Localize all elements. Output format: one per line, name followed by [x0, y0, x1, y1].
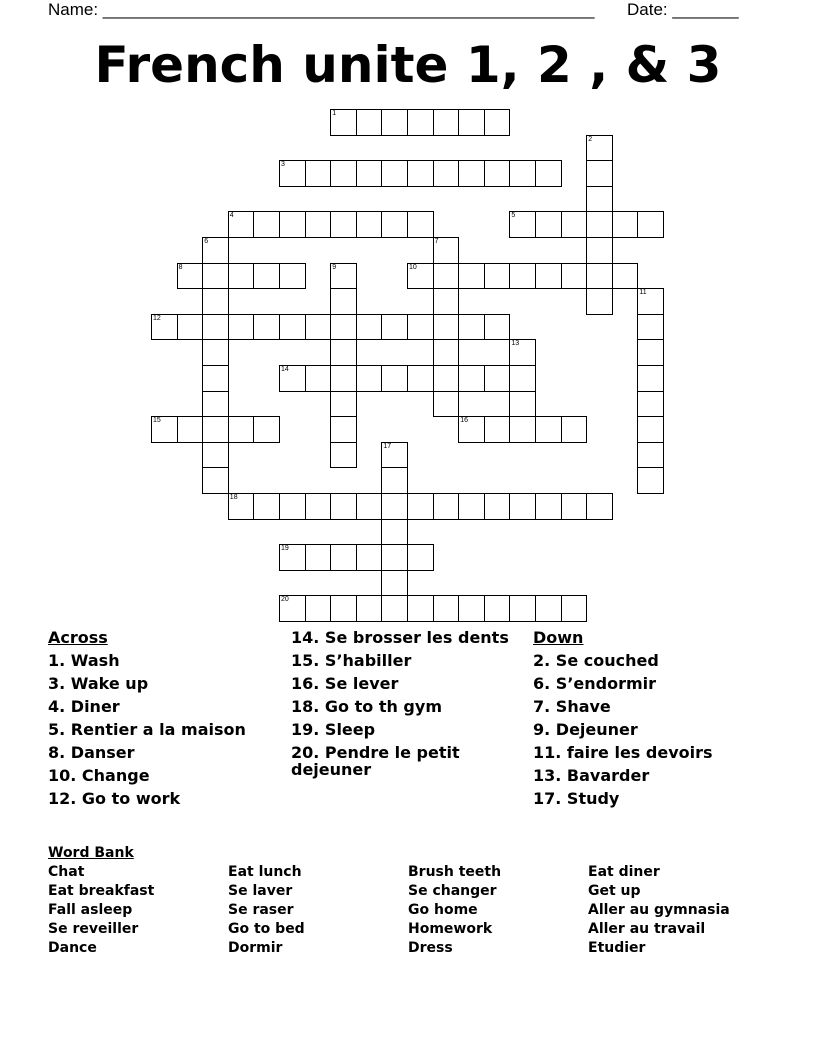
- crossword-cell[interactable]: [253, 211, 280, 238]
- crossword-cell[interactable]: [330, 314, 357, 341]
- clue-number: 12: [153, 314, 161, 322]
- crossword-cell[interactable]: [202, 365, 229, 392]
- clue-text: Dejeuner: [550, 720, 638, 739]
- word-bank-column: [48, 863, 154, 958]
- crossword-cell[interactable]: [381, 314, 408, 341]
- crossword-cell[interactable]: [356, 314, 383, 341]
- clue-num: 16.: [291, 674, 320, 693]
- crossword-cell[interactable]: [637, 288, 664, 315]
- crossword-cell[interactable]: [202, 416, 229, 443]
- crossword-cell[interactable]: [561, 211, 588, 238]
- clue-number: 17: [383, 442, 392, 450]
- crossword-cell[interactable]: [330, 288, 357, 315]
- crossword-cell[interactable]: [637, 467, 664, 494]
- word-bank-item: Aller au gymnasia: [588, 902, 730, 918]
- crossword-cell[interactable]: [458, 595, 485, 622]
- crossword-cell[interactable]: [535, 493, 562, 520]
- crossword-cell[interactable]: [509, 263, 536, 290]
- clue-number: 11: [639, 289, 647, 297]
- crossword-cell[interactable]: [253, 263, 280, 290]
- clue-num: 8.: [48, 743, 66, 762]
- name-field: Name: ____________________________________________________: [48, 0, 595, 19]
- crossword-cell[interactable]: [356, 493, 383, 520]
- crossword-cell[interactable]: [535, 160, 562, 187]
- crossword-cell[interactable]: [305, 595, 332, 622]
- crossword-cell[interactable]: [356, 211, 383, 238]
- crossword-cell[interactable]: [228, 263, 255, 290]
- word-bank-column: [228, 863, 305, 958]
- clue-num: 12.: [48, 789, 77, 808]
- word-bank-item: Homework: [408, 921, 493, 937]
- clue-text: Se lever: [319, 674, 399, 693]
- crossword-cell[interactable]: [561, 595, 588, 622]
- word-bank-column: [408, 863, 501, 958]
- clue-item: [48, 675, 273, 692]
- clue-number: 13: [511, 340, 520, 348]
- crossword-cell[interactable]: [407, 595, 434, 622]
- crossword-cell[interactable]: [202, 263, 229, 290]
- clue-number: 9: [332, 263, 337, 271]
- crossword-cell[interactable]: [458, 493, 485, 520]
- crossword-cell[interactable]: [356, 595, 383, 622]
- clue-item: [533, 790, 773, 807]
- clue-text: Sleep: [319, 720, 376, 739]
- crossword-cell[interactable]: [253, 416, 280, 443]
- clue-item: [291, 698, 516, 715]
- clue-num: 11.: [533, 743, 562, 762]
- clue-text: Change: [76, 766, 150, 785]
- crossword-cell[interactable]: [202, 237, 229, 264]
- crossword-cell[interactable]: [279, 595, 306, 622]
- clue-num: 6.: [533, 674, 551, 693]
- crossword-cell[interactable]: [509, 595, 536, 622]
- clue-text: Bavarder: [561, 766, 650, 785]
- crossword-cell[interactable]: [407, 109, 434, 136]
- clue-text: Study: [561, 789, 620, 808]
- clue-num: 2.: [533, 651, 551, 670]
- crossword-cell[interactable]: [484, 595, 511, 622]
- crossword-cell[interactable]: [509, 160, 536, 187]
- crossword-cell[interactable]: [305, 493, 332, 520]
- clue-item: [291, 652, 516, 669]
- crossword-cell[interactable]: [228, 314, 255, 341]
- word-bank-item: Etudier: [588, 940, 646, 956]
- clue-item: [533, 767, 773, 784]
- crossword-cell[interactable]: [586, 288, 613, 315]
- word-bank-item: Eat breakfast: [48, 883, 155, 899]
- clue-number: 15: [153, 417, 161, 425]
- clue-number: 3: [281, 161, 285, 169]
- crossword-cell[interactable]: [381, 160, 408, 187]
- word-bank-item: Se raser: [228, 902, 294, 918]
- crossword-cell[interactable]: [484, 263, 511, 290]
- crossword-cell[interactable]: [177, 314, 204, 341]
- crossword-cell[interactable]: [202, 442, 229, 469]
- crossword-cell[interactable]: [381, 467, 408, 494]
- crossword-cell[interactable]: [330, 595, 357, 622]
- crossword-cell[interactable]: [202, 467, 229, 494]
- crossword-cell[interactable]: [228, 493, 255, 520]
- crossword-cell[interactable]: [407, 211, 434, 238]
- word-bank-item: Eat lunch: [228, 864, 302, 880]
- clue-number: 8: [178, 263, 183, 271]
- crossword-cell[interactable]: [433, 595, 460, 622]
- clue-text: Danser: [65, 743, 135, 762]
- date-field: Date: _______: [627, 0, 739, 19]
- word-bank-item: Dress: [408, 940, 453, 956]
- clue-item: [533, 721, 773, 738]
- crossword-cell[interactable]: [458, 416, 485, 443]
- clue-num: 1.: [48, 651, 66, 670]
- clue-text: S’endormir: [550, 674, 657, 693]
- clue-text: Go to th gym: [319, 697, 442, 716]
- crossword-cell[interactable]: [330, 339, 357, 366]
- crossword-cell[interactable]: [637, 391, 664, 418]
- crossword-cell[interactable]: [407, 314, 434, 341]
- word-bank-heading: Word Bank: [48, 845, 134, 861]
- crossword-cell[interactable]: [458, 314, 485, 341]
- crossword-cell[interactable]: [586, 135, 613, 162]
- crossword-cell[interactable]: [433, 288, 460, 315]
- crossword-cell[interactable]: [356, 544, 383, 571]
- crossword-cell[interactable]: [279, 263, 306, 290]
- crossword-cell[interactable]: [202, 391, 229, 418]
- crossword-cell[interactable]: [458, 365, 485, 392]
- word-bank-item: Fall asleep: [48, 902, 133, 918]
- crossword-cell[interactable]: [279, 544, 306, 571]
- clue-item: [291, 744, 516, 778]
- crossword-cell[interactable]: [433, 109, 460, 136]
- clue-num: 3.: [48, 674, 66, 693]
- crossword-cell[interactable]: [381, 595, 408, 622]
- clue-item: [291, 721, 516, 738]
- crossword-cell[interactable]: [586, 493, 613, 520]
- clue-num: 7.: [533, 697, 551, 716]
- crossword-cell[interactable]: [151, 314, 178, 341]
- clue-item: [533, 652, 773, 669]
- crossword-cell[interactable]: [228, 416, 255, 443]
- clue-num: 20.: [291, 743, 320, 762]
- crossword-cell[interactable]: [330, 109, 357, 136]
- crossword-cell[interactable]: [484, 109, 511, 136]
- crossword-cell[interactable]: [484, 416, 511, 443]
- crossword-cell[interactable]: [330, 211, 357, 238]
- clue-text: faire les devoirs: [561, 743, 713, 762]
- crossword-cell[interactable]: [305, 544, 332, 571]
- clue-number: 5: [511, 212, 516, 220]
- crossword-cell[interactable]: [330, 160, 357, 187]
- clue-item: [533, 698, 773, 715]
- clue-number: 18: [229, 494, 238, 501]
- clue-text: Wash: [65, 651, 120, 670]
- crossword-cell[interactable]: [407, 263, 434, 290]
- clue-num: 13.: [533, 766, 562, 785]
- clue-text: Se brosser les dents: [319, 628, 509, 647]
- crossword-cell[interactable]: [637, 314, 664, 341]
- crossword-cell[interactable]: [253, 314, 280, 341]
- crossword-cell[interactable]: [612, 211, 639, 238]
- crossword-cell[interactable]: [381, 109, 408, 136]
- crossword-cell[interactable]: [458, 263, 485, 290]
- crossword-cell[interactable]: [151, 416, 178, 443]
- crossword-cell[interactable]: [509, 416, 536, 443]
- crossword-cell[interactable]: [535, 416, 562, 443]
- clue-number: 14: [281, 366, 289, 373]
- crossword-cell[interactable]: [484, 365, 511, 392]
- crossword-cell[interactable]: [561, 416, 588, 443]
- crossword-cell[interactable]: [330, 544, 357, 571]
- clue-num: 14.: [291, 628, 320, 647]
- crossword-cell[interactable]: [433, 314, 460, 341]
- word-bank-item: Go home: [408, 902, 478, 918]
- crossword-cell[interactable]: [279, 314, 306, 341]
- word-bank-column: [588, 863, 730, 958]
- crossword-cell[interactable]: [381, 365, 408, 392]
- crossword-cell[interactable]: [407, 160, 434, 187]
- crossword-cell[interactable]: [356, 365, 383, 392]
- crossword-cell[interactable]: [433, 391, 460, 418]
- crossword-cell[interactable]: [330, 442, 357, 469]
- crossword-cell[interactable]: [509, 493, 536, 520]
- crossword-cell[interactable]: [381, 493, 408, 520]
- clue-num: 17.: [533, 789, 562, 808]
- crossword-cell[interactable]: [535, 595, 562, 622]
- crossword-cell[interactable]: [202, 339, 229, 366]
- crossword-cell[interactable]: [484, 493, 511, 520]
- clue-number: 10: [409, 263, 417, 271]
- clue-item: [48, 744, 273, 761]
- crossword-cell[interactable]: [637, 442, 664, 469]
- clue-num: 18.: [291, 697, 320, 716]
- word-bank-item: Se laver: [228, 883, 293, 899]
- across-heading: Across: [48, 628, 108, 647]
- clue-text: Pendre le petit dejeuner: [291, 743, 460, 779]
- crossword-cell[interactable]: [407, 544, 434, 571]
- crossword-cell[interactable]: [637, 416, 664, 443]
- crossword-cell[interactable]: [305, 365, 332, 392]
- crossword-cell[interactable]: [305, 160, 332, 187]
- crossword-cell[interactable]: [637, 211, 664, 238]
- crossword-cell[interactable]: [509, 339, 536, 366]
- down-clues: [533, 629, 773, 813]
- clue-text: Rentier a la maison: [65, 720, 246, 739]
- word-bank-item: Brush teeth: [408, 864, 502, 880]
- crossword-cell[interactable]: [509, 365, 536, 392]
- crossword-cell[interactable]: [202, 314, 229, 341]
- clue-num: 10.: [48, 766, 77, 785]
- clue-num: 15.: [291, 651, 320, 670]
- word-bank-item: Chat: [48, 864, 85, 880]
- crossword-cell[interactable]: [356, 160, 383, 187]
- clue-number: 19: [281, 545, 289, 553]
- crossword-cell[interactable]: [561, 493, 588, 520]
- crossword-cell[interactable]: [279, 211, 306, 238]
- word-bank-item: Dormir: [228, 940, 283, 956]
- crossword-cell[interactable]: [253, 493, 280, 520]
- crossword-cell[interactable]: [586, 263, 613, 290]
- crossword-cell[interactable]: [305, 314, 332, 341]
- clue-number: 2: [588, 135, 593, 143]
- crossword-cell[interactable]: [484, 160, 511, 187]
- word-bank-item: Get up: [588, 883, 641, 899]
- down-heading: Down: [533, 628, 584, 647]
- across-clues-continued: [291, 629, 516, 784]
- word-bank-item: Dance: [48, 940, 97, 956]
- crossword-cell[interactable]: [535, 211, 562, 238]
- crossword-cell[interactable]: [407, 493, 434, 520]
- crossword-cell[interactable]: [330, 493, 357, 520]
- crossword-cell[interactable]: [535, 263, 562, 290]
- crossword-cell[interactable]: [330, 391, 357, 418]
- clue-text: Diner: [65, 697, 120, 716]
- crossword-cell[interactable]: [356, 109, 383, 136]
- crossword-cell[interactable]: [279, 160, 306, 187]
- clue-text: Shave: [550, 697, 611, 716]
- crossword-cell[interactable]: [586, 237, 613, 264]
- word-bank-item: Se changer: [408, 883, 497, 899]
- clue-item: [48, 652, 273, 669]
- crossword-cell[interactable]: [330, 263, 357, 290]
- clue-text: Wake up: [65, 674, 149, 693]
- clue-item: [291, 675, 516, 692]
- clue-text: Se couched: [550, 651, 659, 670]
- clue-num: 19.: [291, 720, 320, 739]
- clue-number: 20: [281, 596, 289, 604]
- crossword-cell[interactable]: [202, 288, 229, 315]
- crossword-cell[interactable]: [433, 493, 460, 520]
- crossword-cell[interactable]: [433, 237, 460, 264]
- crossword-cell[interactable]: [433, 339, 460, 366]
- crossword-cell[interactable]: [407, 365, 434, 392]
- clue-item: [48, 698, 273, 715]
- crossword-cell[interactable]: [381, 519, 408, 546]
- clue-number: 1: [332, 110, 337, 117]
- clue-text: S’habiller: [319, 651, 412, 670]
- crossword-cell[interactable]: [330, 416, 357, 443]
- clue-num: 4.: [48, 697, 66, 716]
- clue-number: 7: [434, 238, 439, 245]
- clue-item: [48, 790, 273, 807]
- crossword-cell[interactable]: [484, 314, 511, 341]
- across-clues: [48, 629, 273, 813]
- crossword-cell[interactable]: [509, 211, 536, 238]
- clue-item: [533, 675, 773, 692]
- crossword-cell[interactable]: [561, 263, 588, 290]
- clue-text: Go to work: [76, 789, 181, 808]
- clue-number: 16: [460, 417, 468, 425]
- word-bank-item: Eat diner: [588, 864, 660, 880]
- crossword-cell[interactable]: [228, 211, 255, 238]
- clue-number: 6: [204, 238, 209, 245]
- word-bank-item: Se reveiller: [48, 921, 139, 937]
- crossword-cell[interactable]: [381, 442, 408, 469]
- crossword-cell[interactable]: [330, 365, 357, 392]
- crossword-cell[interactable]: [637, 365, 664, 392]
- clue-number: 4: [229, 212, 234, 220]
- crossword-cell[interactable]: [612, 263, 639, 290]
- crossword-cell[interactable]: [279, 493, 306, 520]
- crossword-cell[interactable]: [586, 160, 613, 187]
- crossword-cell[interactable]: [458, 160, 485, 187]
- crossword-cell[interactable]: [637, 339, 664, 366]
- word-bank-item: Aller au travail: [588, 921, 706, 937]
- clue-item: [533, 744, 773, 761]
- crossword-cell[interactable]: [381, 570, 408, 597]
- crossword-cell[interactable]: [433, 160, 460, 187]
- crossword-cell[interactable]: [509, 391, 536, 418]
- clue-item: [48, 767, 273, 784]
- crossword-cell[interactable]: [586, 211, 613, 238]
- crossword-cell[interactable]: [381, 544, 408, 571]
- crossword-cell[interactable]: [279, 365, 306, 392]
- clue-num: 9.: [533, 720, 551, 739]
- clue-item: [48, 721, 273, 738]
- crossword-cell[interactable]: [305, 211, 332, 238]
- page-title: French unite 1, 2 , & 3: [94, 36, 722, 94]
- clue-item: [291, 629, 516, 646]
- word-bank-item: Go to bed: [228, 921, 305, 937]
- crossword-cell[interactable]: [433, 263, 460, 290]
- crossword-cell[interactable]: [586, 186, 613, 213]
- crossword-cell[interactable]: [458, 109, 485, 136]
- crossword-cell[interactable]: [433, 365, 460, 392]
- clue-num: 5.: [48, 720, 66, 739]
- crossword-cell[interactable]: [177, 416, 204, 443]
- crossword-cell[interactable]: [177, 263, 204, 290]
- crossword-cell[interactable]: [381, 211, 408, 238]
